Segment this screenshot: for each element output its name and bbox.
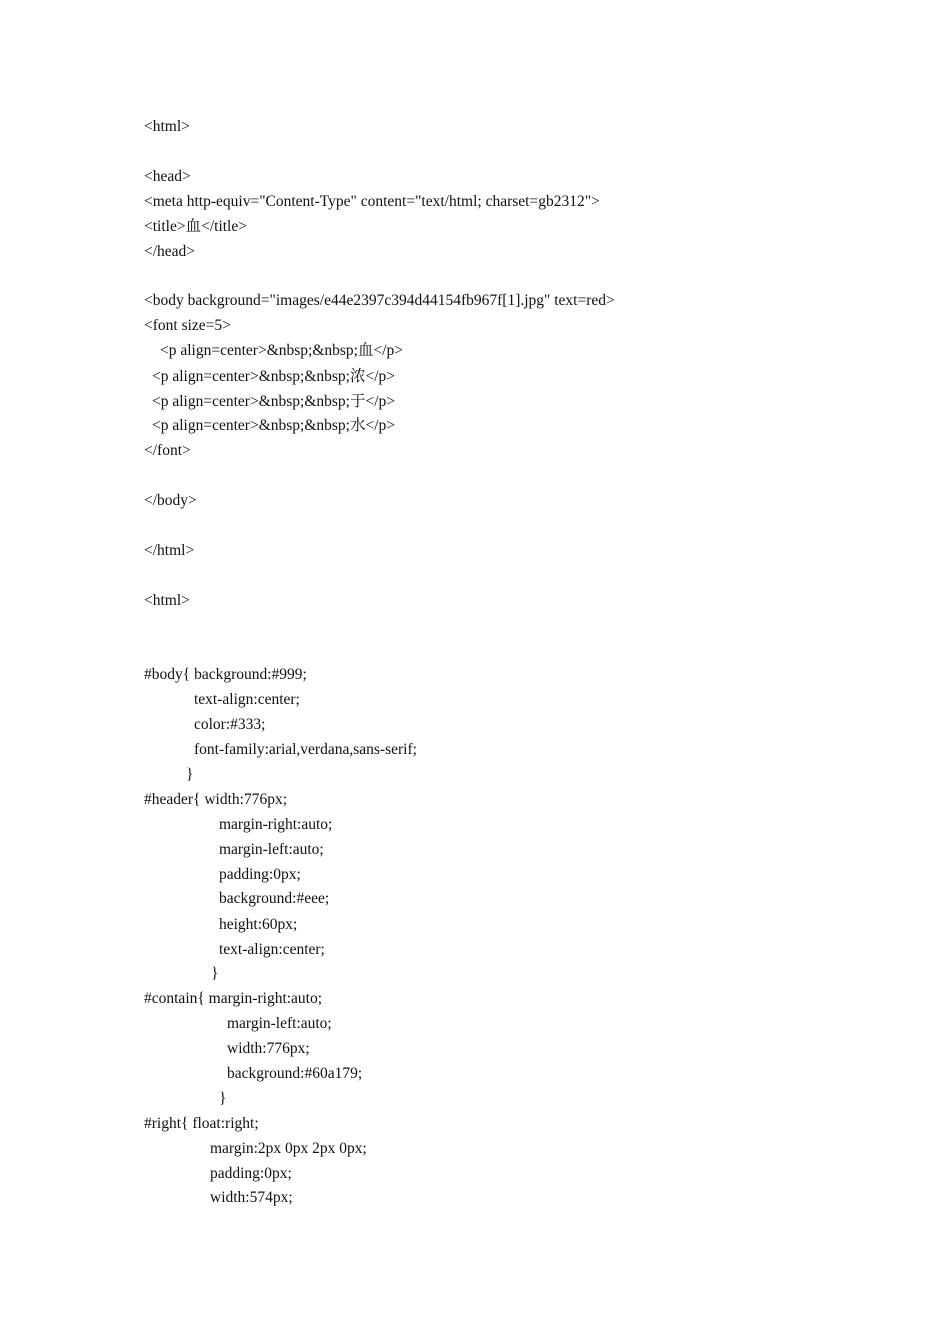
code-line: #header{ width:776px; [144, 791, 288, 808]
code-line: #right{ float:right; [144, 1115, 259, 1132]
code-line: } [186, 766, 194, 783]
code-line: <font size=5> [144, 317, 231, 334]
code-line: <p align=center>&nbsp;&nbsp;于</p> [152, 393, 396, 410]
code-line: </font> [144, 442, 191, 459]
code-line: width:574px; [210, 1189, 293, 1206]
code-line: background:#eee; [219, 890, 330, 907]
code-line: </head> [144, 243, 196, 260]
code-line: text-align:center; [194, 691, 300, 708]
code-line: padding:0px; [219, 866, 301, 883]
code-line: #contain{ margin-right:auto; [144, 990, 323, 1007]
code-line: <p align=center>&nbsp;&nbsp;浓</p> [152, 368, 396, 385]
code-line: <title>血</title> [144, 218, 247, 235]
code-line: font-family:arial,verdana,sans-serif; [194, 741, 417, 758]
code-line: width:776px; [227, 1040, 310, 1057]
code-line: margin-left:auto; [227, 1015, 332, 1032]
code-line: <html> [144, 592, 190, 609]
code-line: <meta http-equiv="Content-Type" content="text/html; charset=gb2312"> [144, 193, 600, 210]
code-line: padding:0px; [210, 1165, 292, 1182]
code-line: height:60px; [219, 916, 298, 933]
code-line: color:#333; [194, 716, 266, 733]
code-line: margin:2px 0px 2px 0px; [210, 1140, 367, 1157]
code-line: margin-right:auto; [219, 816, 333, 833]
code-line: </html> [144, 542, 195, 559]
code-line: <html> [144, 118, 190, 135]
code-line: <head> [144, 168, 191, 185]
code-line: #body{ background:#999; [144, 666, 307, 683]
code-line: } [211, 965, 219, 982]
code-line: <p align=center>&nbsp;&nbsp;水</p> [152, 417, 396, 434]
code-line: margin-left:auto; [219, 841, 324, 858]
code-line: <p align=center>&nbsp;&nbsp;血</p> [160, 342, 404, 359]
code-line: background:#60a179; [227, 1065, 363, 1082]
code-line: <body background="images/e44e2397c394d44154fb967f[1].jpg" text=red> [144, 292, 615, 309]
code-line: </body> [144, 492, 197, 509]
code-line: } [219, 1090, 227, 1107]
code-line: text-align:center; [219, 941, 325, 958]
